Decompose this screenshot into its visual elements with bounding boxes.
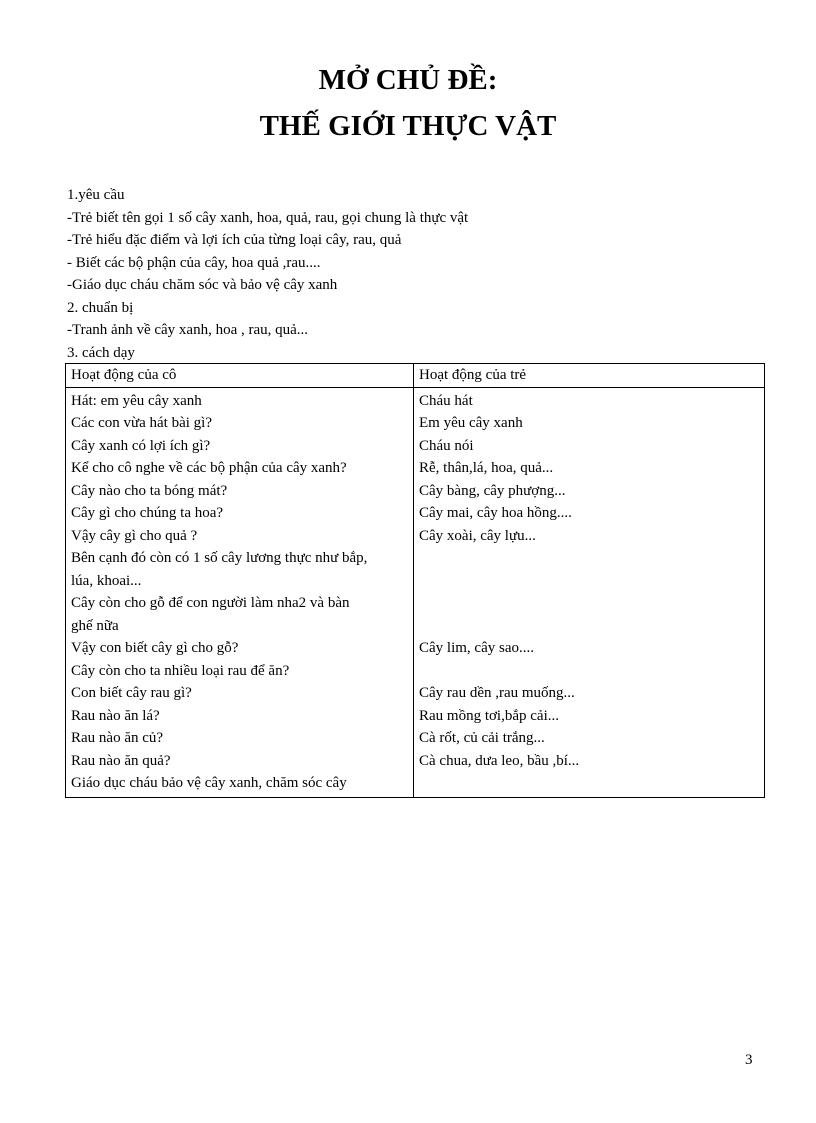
child-activity-line: Cây xoài, cây lựu... bbox=[419, 527, 536, 544]
teacher-activity-line: Con biết cây rau gì? bbox=[71, 685, 192, 701]
child-activity-line bbox=[419, 547, 759, 570]
child-activity-line: Cây rau dền ,rau muống... bbox=[419, 685, 575, 701]
intro-line: -Trẻ hiểu đặc điểm và lợi ích của từng loại cây, rau, quả bbox=[67, 232, 402, 248]
child-activity-line: Cây mai, cây hoa hồng.... bbox=[419, 505, 572, 521]
teacher-activity-line: Hát: em yêu cây xanh bbox=[71, 392, 202, 409]
teacher-activity-line: Cây nào cho ta bóng mát? bbox=[71, 482, 228, 499]
child-activity-line: Rễ, thân,lá, hoa, quả... bbox=[419, 460, 554, 476]
teacher-activity-cell bbox=[66, 387, 414, 797]
table-header-row bbox=[66, 364, 765, 388]
teacher-activity-line: Kể cho cô nghe về các bộ phận của cây xanh? bbox=[71, 460, 347, 476]
child-activity-header: Hoạt động của trẻ bbox=[414, 364, 765, 388]
child-activity-line bbox=[419, 615, 759, 638]
teacher-activity-line: Cây còn cho ta nhiều loại rau để ăn? bbox=[71, 662, 290, 679]
child-activity-line: Cháu hát bbox=[419, 392, 473, 409]
child-activity-cell bbox=[414, 387, 765, 797]
teacher-activity-line: Rau nào ăn quả? bbox=[71, 752, 171, 769]
document-title-line-1: MỞ CHỦ ĐỀ: bbox=[318, 64, 498, 96]
intro-section bbox=[67, 184, 767, 364]
child-activity-line: Cháu nói bbox=[419, 437, 474, 454]
intro-line: 3. cách dạy bbox=[67, 344, 135, 361]
child-activity-line: Cà rốt, củ cải trắng... bbox=[419, 730, 545, 746]
child-activity-line bbox=[419, 660, 759, 683]
child-activity-line bbox=[419, 570, 759, 593]
teacher-activity-header: Hoạt động của cô bbox=[66, 364, 414, 388]
teacher-activity-line: Cây xanh có lợi ích gì? bbox=[71, 437, 211, 454]
intro-line: - Biết các bộ phận của cây, hoa quả ,rau.... bbox=[67, 254, 321, 271]
teacher-activity-line: Rau nào ăn lá? bbox=[71, 707, 160, 724]
teacher-activity-line: Giáo dục cháu bảo vệ cây xanh, chăm sóc cây bbox=[71, 775, 347, 791]
child-activity-line: Cây lim, cây sao.... bbox=[419, 640, 534, 656]
child-activity-line: Cà chua, dưa leo, bầu ,bí... bbox=[419, 752, 580, 769]
teacher-activity-line: lúa, khoai... bbox=[71, 572, 142, 589]
child-activity-line bbox=[419, 772, 759, 795]
page-number: 3 bbox=[745, 1052, 753, 1068]
teacher-activity-line: Cây gì cho chúng ta hoa? bbox=[71, 505, 224, 521]
child-activity-line: Em yêu cây xanh bbox=[419, 415, 523, 431]
intro-line: -Tranh ảnh về cây xanh, hoa , rau, quả... bbox=[67, 322, 309, 338]
teacher-activity-line: Cây còn cho gỗ để con người làm nha2 và bàn bbox=[71, 595, 350, 611]
intro-line: 1.yêu cầu bbox=[67, 187, 125, 203]
teacher-activity-line: Bên cạnh đó còn có 1 số cây lương thực như bắp, bbox=[71, 550, 368, 566]
child-activity-line: Rau mồng tơi,bắp cải... bbox=[419, 707, 559, 724]
intro-line: 2. chuẩn bị bbox=[67, 299, 134, 316]
teacher-activity-line: ghế nữa bbox=[71, 617, 119, 634]
intro-line: -Giáo dục cháu chăm sóc và bảo vệ cây xanh bbox=[67, 277, 338, 293]
child-activity-line bbox=[419, 592, 759, 615]
teacher-activity-line: Vậy con biết cây gì cho gỗ? bbox=[71, 640, 239, 656]
document-title-line-2: THẾ GIỚI THỰC VẬT bbox=[259, 110, 557, 142]
activity-table bbox=[65, 363, 765, 798]
teacher-activity-line: Rau nào ăn củ? bbox=[71, 730, 164, 746]
teacher-activity-line: Các con vừa hát bài gì? bbox=[71, 415, 212, 431]
intro-line: -Trẻ biết tên gọi 1 số cây xanh, hoa, quả, rau, gọi chung là thực vật bbox=[67, 209, 469, 226]
child-activity-line: Cây bàng, cây phượng... bbox=[419, 482, 566, 499]
teacher-activity-line: Vậy cây gì cho quả ? bbox=[71, 527, 198, 544]
table-body-row bbox=[66, 387, 765, 797]
